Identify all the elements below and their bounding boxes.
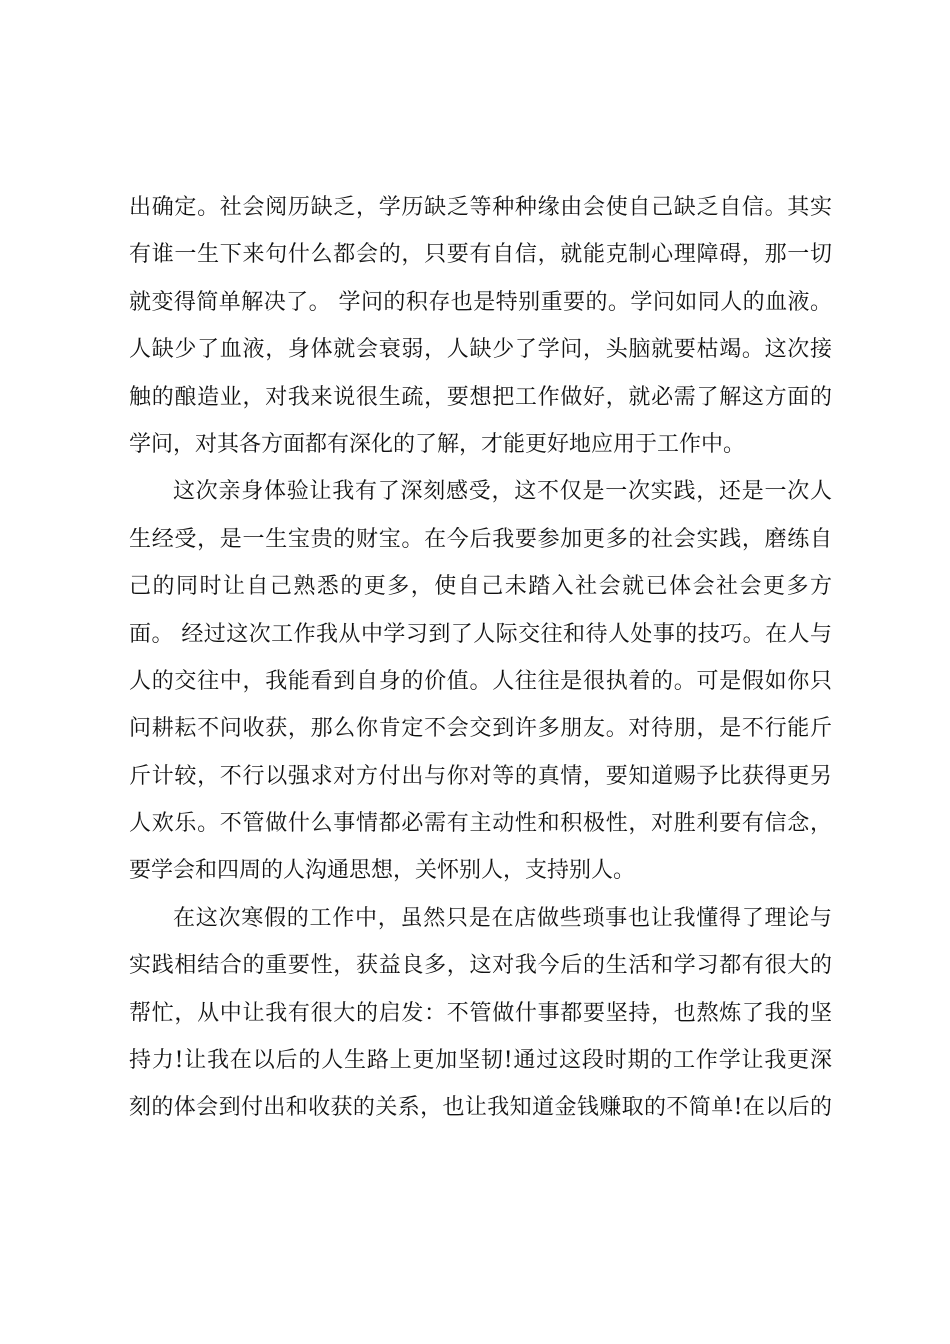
paragraph-2 [129, 468, 832, 895]
text-line: 持力!让我在以后的人生路上更加坚韧!通过这段时期的工作学让我更深 [129, 1048, 832, 1074]
text-line: 实践相结合的重要性，获益良多，这对我今后的生活和学习都有很大的 [129, 953, 832, 979]
text-line: 人欢乐。不管做什么事情都必需有主动性和积极性，对胜利要有信念， [129, 811, 832, 837]
text-line: 出确定。社会阅历缺乏，学历缺乏等种种缘由会使自己缺乏自信。其实 [129, 195, 832, 220]
document-body [129, 184, 832, 1132]
text-line: 面。 经过这次工作我从中学习到了人际交往和待人处事的技巧。在人与 [129, 621, 832, 647]
text-line: 斤计较，不行以强求对方付出与你对等的真情，要知道赐予比获得更另 [129, 763, 832, 789]
text-line: 要学会和四周的人沟通思想，关怀别人，支持别人。 [129, 858, 636, 884]
text-line: 在这次寒假的工作中，虽然只是在店做些琐事也让我懂得了理论与 [173, 905, 832, 931]
text-line: 生经受，是一生宝贵的财宝。在今后我要参加更多的社会实践，磨练自 [129, 526, 832, 552]
text-line: 这次亲身体验让我有了深刻感受，这不仅是一次实践，还是一次人 [173, 479, 832, 505]
text-line: 人缺少了血液，身体就会衰弱，人缺少了学问，头脑就要枯竭。这次接 [129, 337, 832, 363]
text-line: 触的酿造业，对我来说很生疏，要想把工作做好，就必需了解这方面的 [129, 384, 832, 410]
text-line: 帮忙，从中让我有很大的启发：不管做什事都要坚持，也熬炼了我的坚 [129, 1000, 832, 1026]
text-line: 问耕耘不问收获，那么你肯定不会交到许多朋友。对待朋，是不行能斤 [129, 716, 832, 742]
text-line: 学问，对其各方面都有深化的了解，才能更好地应用于工作中。 [129, 431, 746, 457]
paragraph-3 [129, 895, 832, 1132]
text-line: 刻的体会到付出和收获的关系，也让我知道金钱赚取的不简单!在以后的 [129, 1095, 832, 1121]
text-line: 就变得简单解决了。 学问的积存也是特别重要的。学问如同人的血液。 [129, 289, 832, 315]
text-line: 有谁一生下来句什么都会的，只要有自信，就能克制心理障碍，那一切 [129, 242, 832, 268]
text-line: 人的交往中，我能看到自身的价值。人往往是很执着的。可是假如你只 [129, 668, 832, 694]
text-line: 己的同时让自己熟悉的更多，使自己未踏入社会就已体会社会更多方 [129, 574, 832, 600]
paragraph-1 [129, 184, 832, 468]
